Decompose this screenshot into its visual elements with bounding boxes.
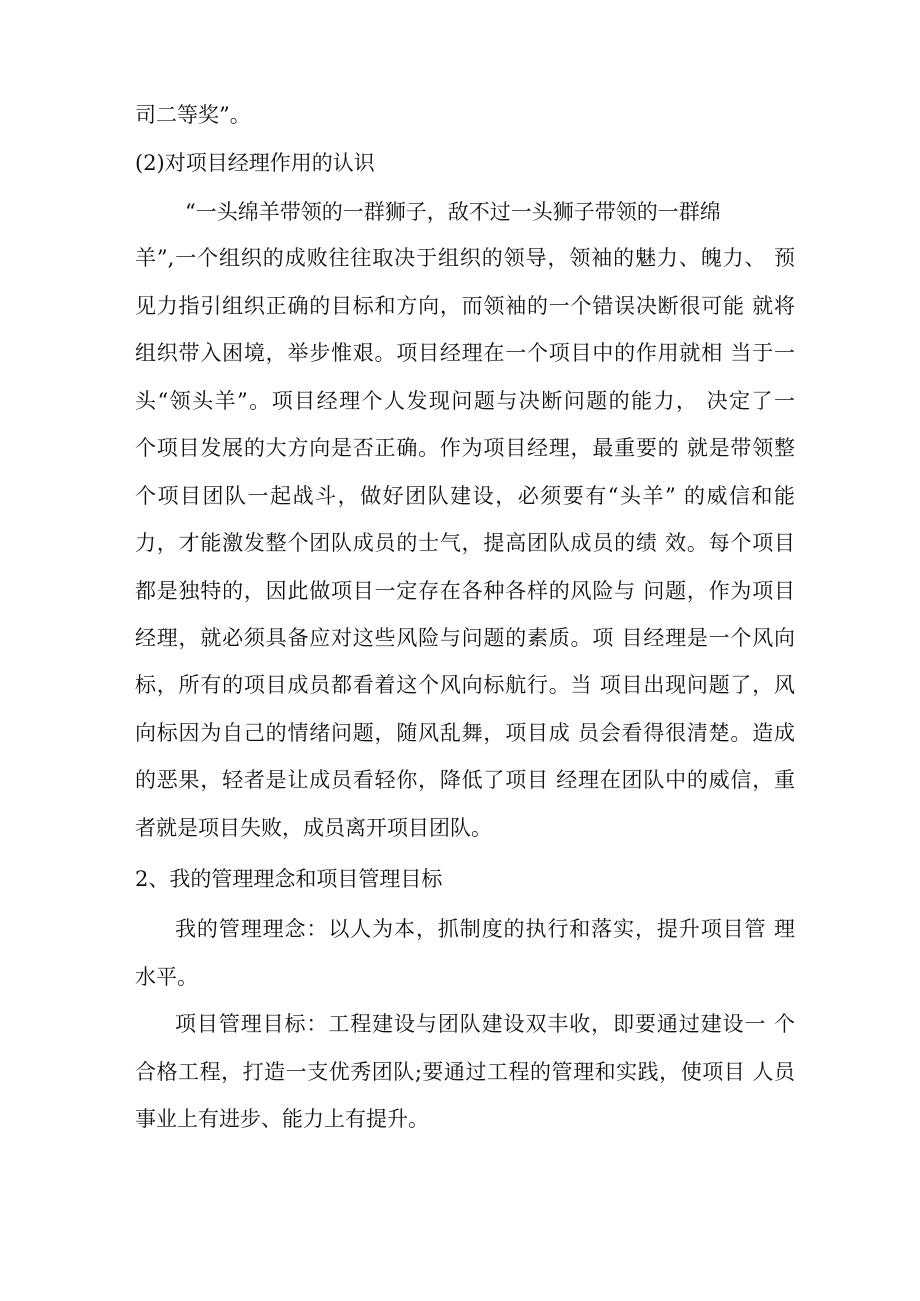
text-line-16: 者就是项目失败，成员离开项目团队。 (135, 816, 492, 840)
section-heading-2: (2)对项目经理作用的认识 (135, 151, 375, 175)
text-line-19: 水平。 (135, 965, 198, 989)
text-line-13: 标，所有的项目成员都看着这个风向标航行。当 项目出现问题了，风 (135, 673, 795, 697)
text-line-5: 见力指引组织正确的目标和方向，而领袖的一个错误决断很可能 就将 (135, 294, 795, 318)
section-heading-3: 2、我的管理理念和项目管理目标 (135, 867, 443, 891)
text-line-21: 合格工程，打造一支优秀团队;要通过工程的管理和实践，使项目 人员 (135, 1060, 795, 1084)
text-line-8: 个项目发展的大方向是否正确。作为项目经理，最重要的 就是带领整 (135, 436, 795, 460)
text-line-6: 组织带入困境，举步惟艰。项目经理在一个项目中的作用就相 当于一 (135, 341, 795, 365)
text-line-11: 都是独特的，因此做项目一定存在各种各样的风险与 问题，作为项目 (135, 579, 795, 603)
text-line-9: 个项目团队一起战斗，做好团队建设，必须要有“头羊” 的威信和能 (135, 484, 795, 508)
text-line-10: 力，才能激发整个团队成员的士气，提高团队成员的绩 效。每个项目 (135, 531, 795, 555)
text-line-14: 向标因为自己的情绪问题，随风乱舞，项目成 员会看得很清楚。造成 (135, 721, 795, 745)
text-line-7: 头“领头羊”。项目经理个人发现问题与决断问题的能力， 决定了一 (135, 389, 795, 413)
text-line-22: 事业上有进步、能力上有提升。 (135, 1107, 429, 1131)
text-line-12: 经理，就必须具备应对这些风险与问题的素质。项 目经理是一个风向 (135, 626, 795, 650)
text-line-4: 羊”,一个组织的成败往往取决于组织的领导，领袖的魅力、魄力、 预 (135, 246, 795, 270)
text-line-3: “一头绵羊带领的一群狮子，敌不过一头狮子带领的一群绵 (185, 200, 721, 224)
text-line-1: 司二等奖”。 (135, 103, 251, 127)
text-line-15: 的恶果，轻者是让成员看轻你，降低了项目 经理在团队中的威信，重 (135, 768, 795, 792)
text-line-20: 项目管理目标：工程建设与团队建设双丰收，即要通过建设一 个 (175, 1012, 795, 1036)
text-line-18: 我的管理理念：以人为本，抓制度的执行和落实，提升项目管 理 (175, 917, 795, 941)
